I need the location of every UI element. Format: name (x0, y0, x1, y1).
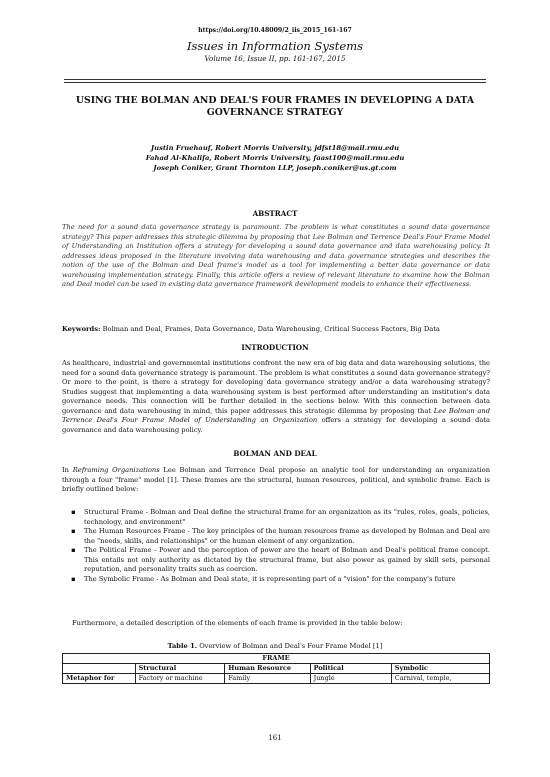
table-cell: Jungle (310, 674, 391, 684)
page-number: 161 (268, 734, 282, 742)
paper-title: USING THE BOLMAN AND DEAL'S FOUR FRAMES IN DEVELOPING A DATA GOVERNANCE STRATEGY (75, 95, 475, 118)
list-item-text: The Human Resources Frame - The key principles of the human resources frame as developed by Bolman and Deal are the "needs, skills, and relationships" or the human element of any organization. (84, 527, 490, 545)
header-rule-top (64, 79, 486, 80)
frame-bullet-list (62, 508, 490, 584)
list-item (62, 546, 490, 575)
list-item-text: The Political Frame - Power and the perception of power are the heart of Bolman and Deal's political frame concept. This entails not only authority as dictated by the structural frame, but also power as gained by skill sets, personal reputation, and personality traits such as coercion. (84, 546, 490, 573)
column-header: Human Resource (225, 664, 310, 674)
table-caption-text: Overview of Bolman and Deal's Four Frame Model [1] (197, 642, 383, 650)
intro-text-emphasis: Lee Bolman and Terrence Deal's Four Frame Model of Understanding an Organization (62, 406, 490, 424)
bd-intro-emphasis: Reframing Organizations (72, 466, 160, 474)
table-row (63, 674, 490, 684)
furthermore-paragraph: Furthermore, a detailed description of the elements of each frame is provided in the table below: (72, 619, 403, 627)
column-header: Political (310, 664, 391, 674)
table-caption-label: Table 1. (167, 642, 198, 650)
abstract-heading: ABSTRACT (252, 209, 298, 218)
intro-text-part: offers a strategy for developing a sound data governance and data warehousing policy. (62, 416, 490, 434)
journal-header (0, 39, 550, 63)
intro-text-part: As healthcare, industrial and governmental institutions confront the new era of big data and data warehousing solutions, the need for a sound data governance strategy is paramount. The problem is what constitutes a sound data governance strategy? Or more to the point, is there a strategy for developing data governance strategy and/or a data warehousing strategy? Studies suggest that implementing a data warehousing system is best performed after understanding an institution's data governance needs. This connection will be further detailed in the sections below. With this connection between data governance and data warehousing in mind, this paper addresses this strategic dilemma by proposing that (62, 359, 490, 415)
keywords-line (62, 325, 490, 335)
author-line: Joseph Coniker, Grant Thornton LLP, joseph.coniker@us.gt.com (153, 164, 397, 172)
list-item-text: Structural Frame - Bolman and Deal define the structural frame for an organization as its "rules, roles, goals, policies, technology, and environment" (84, 508, 490, 526)
bolman-deal-heading: BOLMAN AND DEAL (233, 449, 317, 458)
table-group-header: FRAME (63, 654, 490, 664)
bullet-icon: ▪ (71, 508, 76, 516)
table-caption (0, 642, 550, 650)
author-list (0, 143, 550, 173)
journal-title: Issues in Information Systems (186, 39, 364, 53)
table-cell: Carnival, temple, (391, 674, 489, 684)
list-item-text: The Symbolic Frame - As Bolman and Deal state, it is representing part of a "vision" for the company's future (84, 574, 456, 583)
keywords-text: Bolman and Deal, Frames, Data Governance, Data Warehousing, Critical Success Factors, Big Data (100, 325, 440, 333)
header-rule-bottom (64, 82, 486, 83)
bd-intro-part: In (62, 466, 73, 474)
bolman-deal-intro (62, 466, 490, 495)
author-line: Fahad Al-Khalifa, Robert Morris University, faast100@mail.rmu.edu (145, 154, 405, 162)
doi-link[interactable]: https://doi.org/10.48009/2_iis_2015_161-167 (198, 27, 352, 34)
table-cell: Family (225, 674, 310, 684)
bd-intro-part: Lee Bolman and Terrence Deal propose an analytic tool for understanding an organization through a four "frame" model [1]. These frames are the structural, human resources, political, and symbolic frame. Each is briefly outlined below: (62, 466, 490, 493)
four-frame-table (62, 653, 490, 684)
column-header: Structural (135, 664, 225, 674)
table-cell: Factory or machine (135, 674, 225, 684)
list-item (62, 527, 490, 546)
bullet-icon: ▪ (71, 527, 76, 535)
bullet-icon: ▪ (71, 546, 76, 554)
list-item (62, 508, 490, 527)
bullet-icon: ▪ (71, 574, 76, 583)
column-header (63, 664, 136, 674)
list-item (62, 575, 490, 585)
author-line: Justin Fruehauf, Robert Morris University, jdfst18@mail.rmu.edu (150, 144, 400, 152)
introduction-heading: INTRODUCTION (241, 343, 309, 352)
table-header-row (63, 664, 490, 674)
table-group-header-row (63, 654, 490, 664)
abstract-text: The need for a sound data governance strategy is paramount. The problem is what constitutes a sound data governance strategy? This paper addresses this strategic dilemma by proposing that Lee Bolman and Terrence Deal's Four Frame Model of Understanding an Institution offers a strategy for developing a sound data governance and data warehousing policy. It addresses ideas proposed in the literature involving data warehousing and data governance strategies and describes the notion of the use of the Bolman and Deal frame's model as a tool for implementing a better data governance or data warehousing implementation strategy. Finally, this article offers a review of relevant literature to examine how the Bolman and Deal model can be used in existing data governance framework development models to enhance their effectiveness. (62, 223, 490, 288)
keywords-label: Keywords: (62, 325, 101, 333)
column-header: Symbolic (391, 664, 489, 674)
journal-volume: Volume 16, Issue II, pp. 161-167, 2015 (204, 54, 346, 63)
row-label: Metaphor for (63, 674, 136, 684)
introduction-text (62, 359, 490, 435)
